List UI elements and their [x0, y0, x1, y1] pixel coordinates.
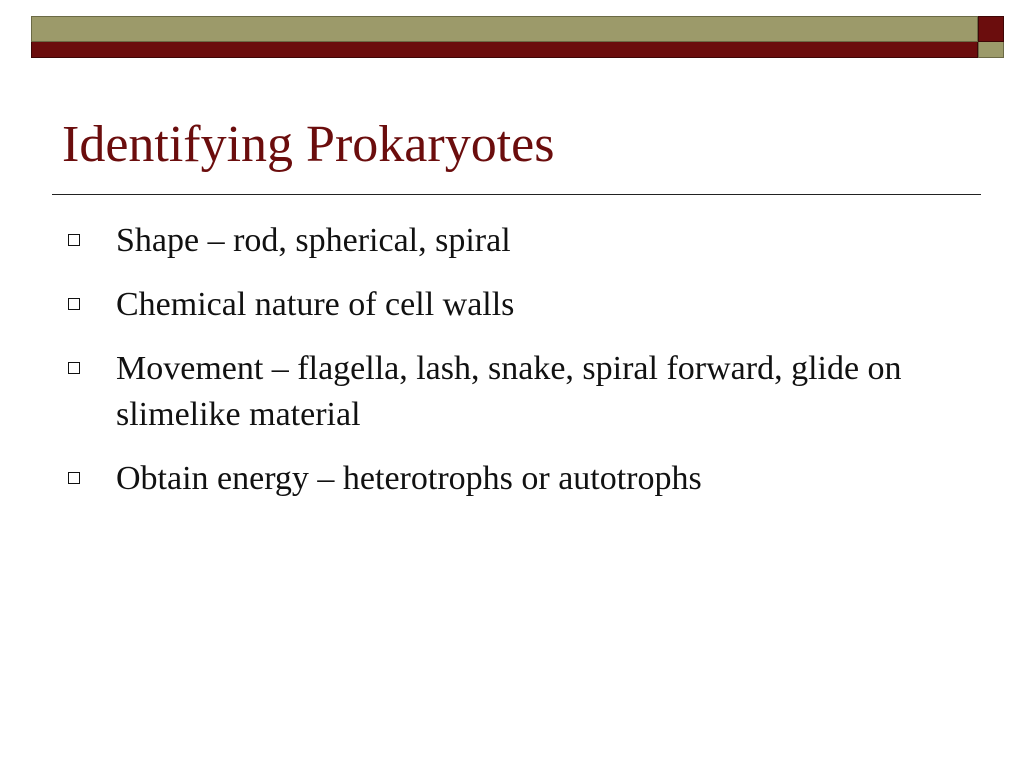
header-corner-maroon-square: [978, 16, 1004, 42]
hollow-square-icon: [68, 298, 80, 310]
bullet-item-movement: [62, 346, 962, 438]
bullet-text: Shape – rod, spherical, spiral: [116, 222, 511, 259]
bullet-item-energy: [62, 456, 962, 502]
bullet-text: Obtain energy – heterotrophs or autotrophs: [116, 460, 702, 497]
header-band-olive: [31, 16, 978, 42]
hollow-square-icon: [68, 362, 80, 374]
header-band-maroon: [31, 42, 978, 58]
header-corner-olive-square: [978, 42, 1004, 58]
hollow-square-icon: [68, 234, 80, 246]
bullet-text: Movement – flagella, lash, snake, spiral forward, glide on slimelike material: [116, 350, 902, 433]
bullet-list: [62, 218, 962, 520]
slide-title: Identifying Prokaryotes: [62, 116, 555, 173]
bullet-item-shape: [62, 218, 962, 264]
hollow-square-icon: [68, 472, 80, 484]
title-divider: [52, 194, 981, 195]
bullet-text: Chemical nature of cell walls: [116, 286, 515, 323]
bullet-item-cell-walls: [62, 282, 962, 328]
